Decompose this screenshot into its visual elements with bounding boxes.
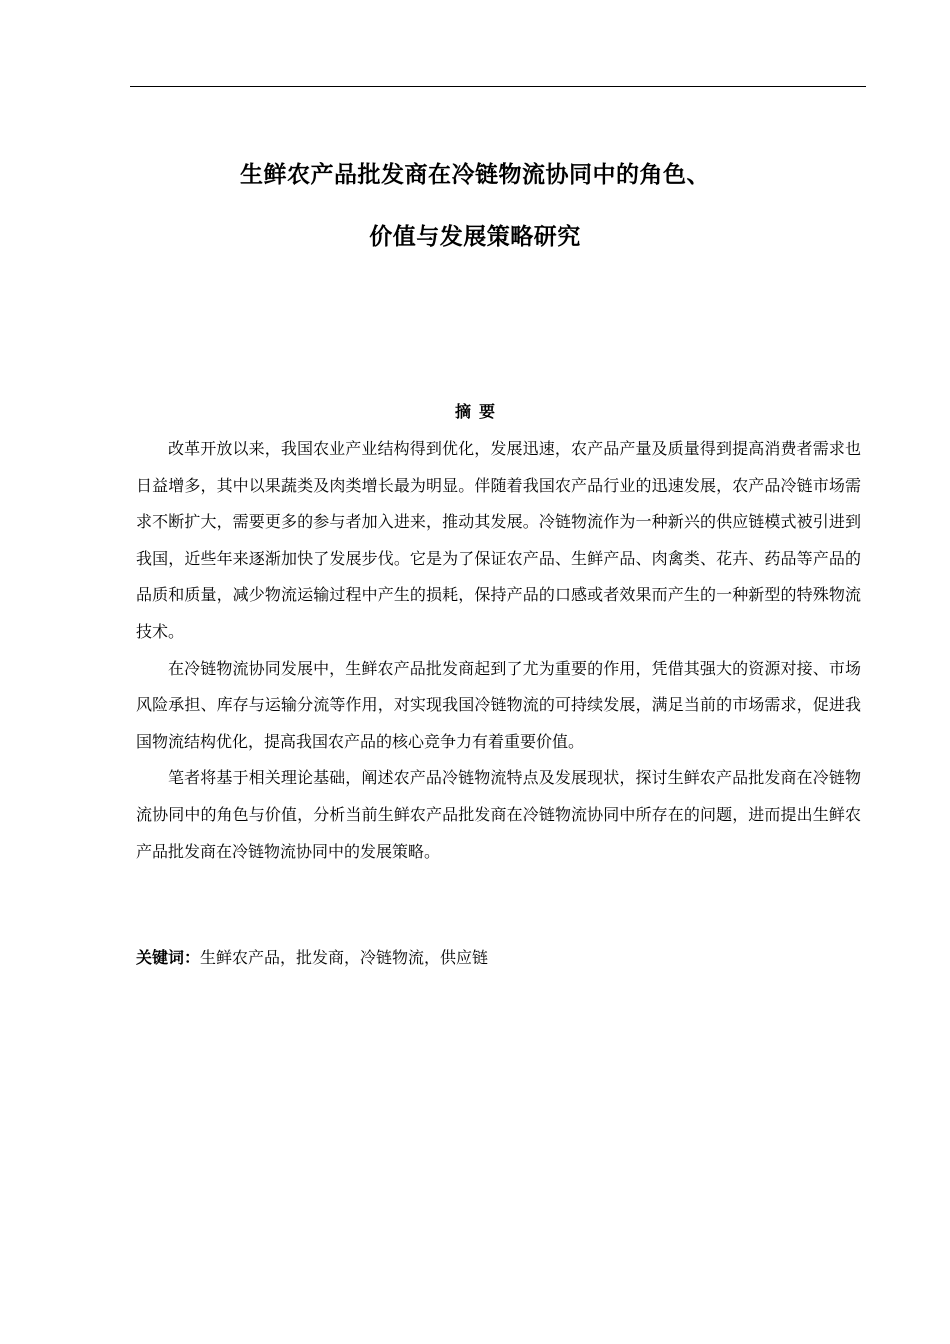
keywords-line bbox=[136, 944, 488, 972]
document-title-line-1: 生鲜农产品批发商在冷链物流协同中的角色、 bbox=[240, 161, 710, 188]
abstract-body bbox=[136, 431, 861, 870]
abstract-heading: 摘要 bbox=[454, 402, 503, 421]
header-rule bbox=[130, 86, 866, 87]
abstract-paragraph-3: 笔者将基于相关理论基础，阐述农产品冷链物流特点及发展现状，探讨生鲜农产品批发商在冷链物流协同中的角色与价值，分析当前生鲜农产品批发商在冷链物流协同中所存在的问题，进而提出生鲜农产品批发商在冷链物流协同中的发展策略。 bbox=[136, 768, 861, 861]
keywords-label: 关键词： bbox=[136, 948, 201, 967]
document-title-line-2: 价值与发展策略研究 bbox=[369, 223, 581, 250]
keywords-value: 生鲜农产品，批发商，冷链物流，供应链 bbox=[200, 948, 489, 967]
abstract-paragraph-1: 改革开放以来，我国农业产业结构得到优化，发展迅速，农产品产量及质量得到提高消费者需求也日益增多，其中以果蔬类及肉类增长最为明显。伴随着我国农产品行业的迅速发展，农产品冷链市场需求不断扩大，需要更多的参与者加入进来，推动其发展。冷链物流作为一种新兴的供应链模式被引进到我国，近些年来逐渐加快了发展步伐。它是为了保证农产品、生鲜产品、肉禽类、花卉、药品等产品的品质和质量，减少物流运输过程中产生的损耗，保持产品的口感或者效果而产生的一种新型的特殊物流技术。 bbox=[136, 439, 861, 641]
abstract-paragraph-2: 在冷链物流协同发展中，生鲜农产品批发商起到了尤为重要的作用，凭借其强大的资源对接、市场风险承担、库存与运输分流等作用，对实现我国冷链物流的可持续发展，满足当前的市场需求，促进我国物流结构优化，提高我国农产品的核心竞争力有着重要价值。 bbox=[136, 658, 861, 751]
